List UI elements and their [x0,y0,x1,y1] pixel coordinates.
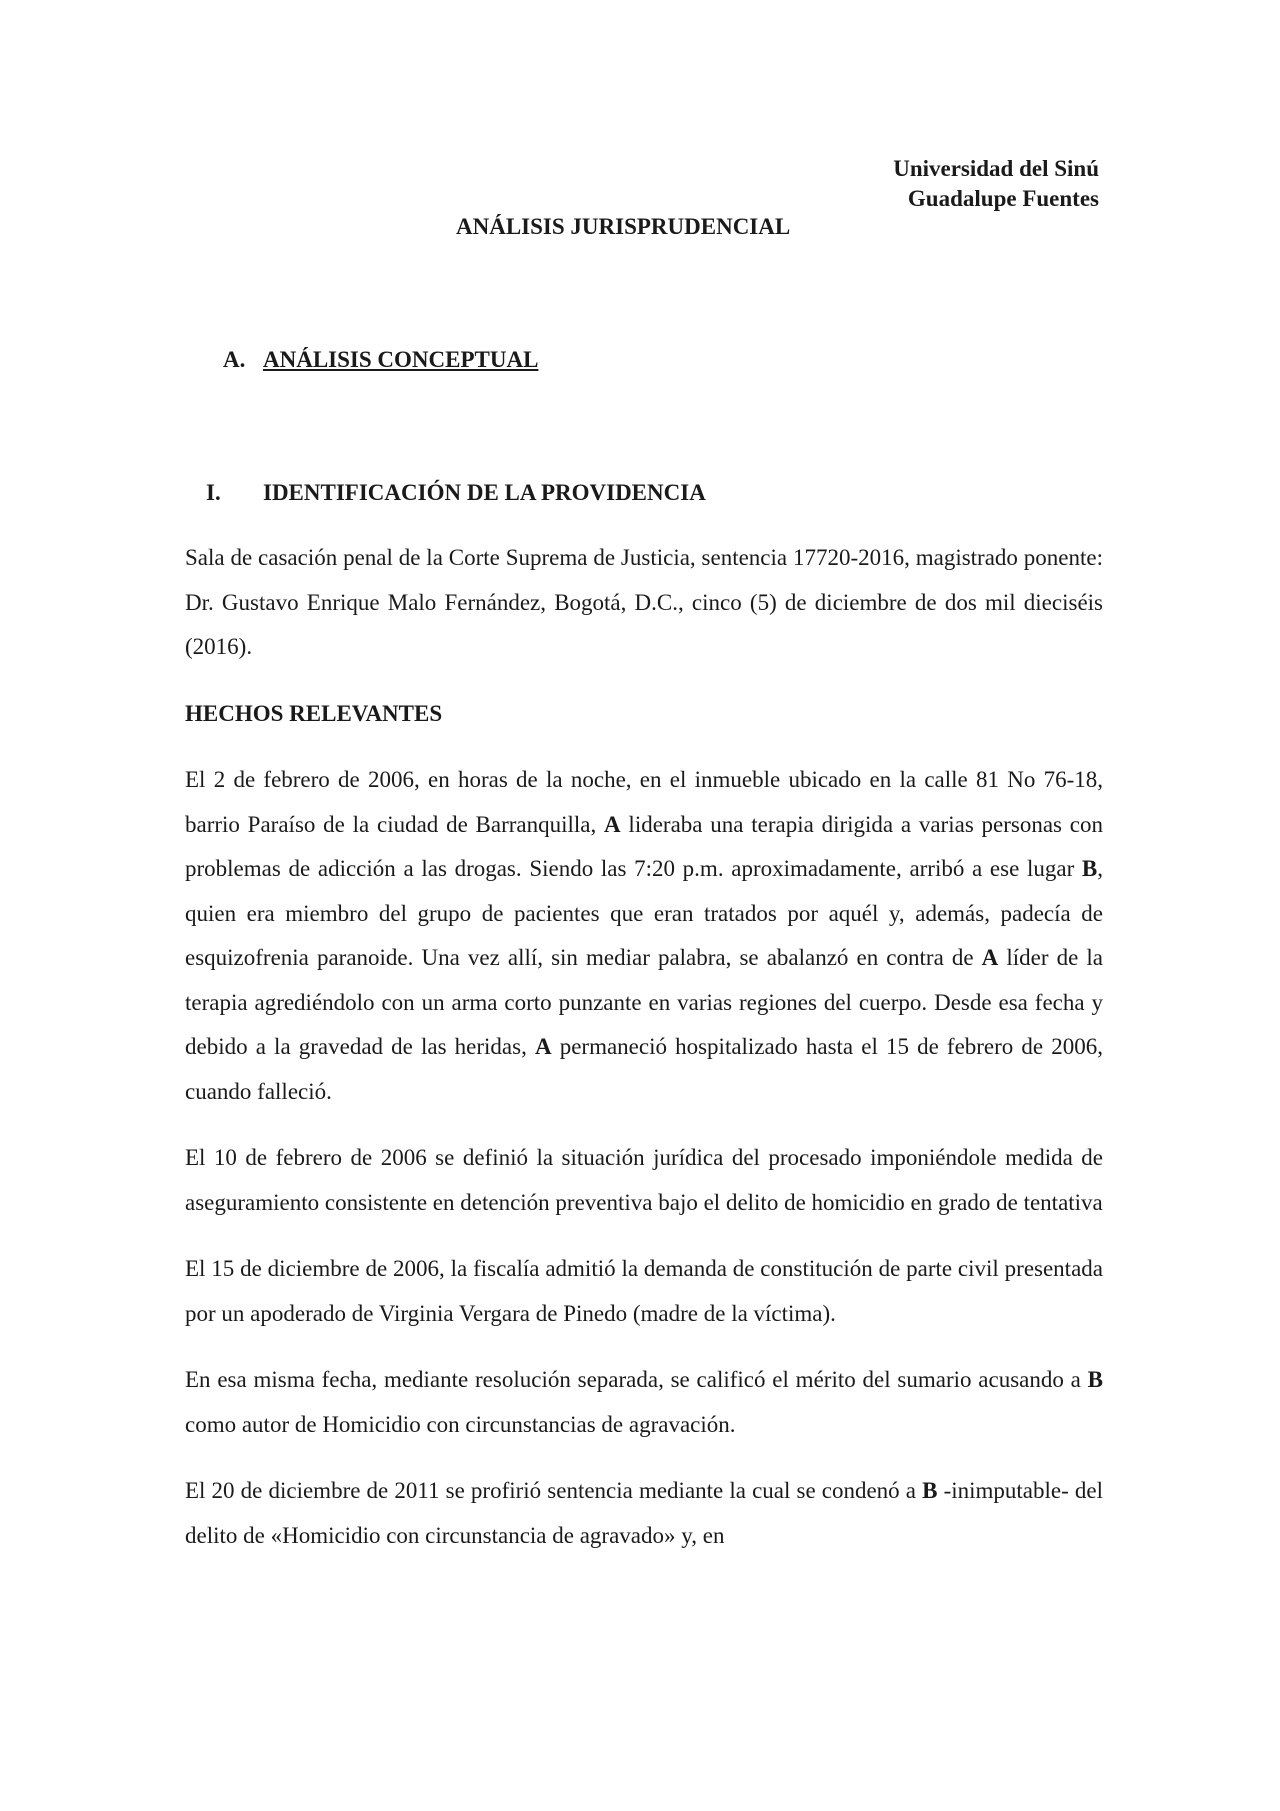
text-run: permaneció hospitalizado hasta el 15 de febrero de 2006, cuando falleció. [185,1034,1104,1104]
facts-paragraph-1 [185,758,1103,1114]
hechos-heading: HECHOS RELEVANTES [185,700,443,726]
author-name: Guadalupe Fuentes [907,186,1099,211]
section-a-label: A. [223,347,246,372]
document-body [185,536,1103,1580]
party-b-label: B [1081,856,1098,881]
text-run: lideraba una terapia dirigida a varias personas con problemas de adicción a las drogas. Siendo las 7:20 p.m. aproximadamente, arribó a ese lugar [185,811,1103,881]
section-i-heading [206,480,706,506]
section-a-title: ANÁLISIS CONCEPTUAL [263,347,539,372]
document-title: ANÁLISIS JURISPRUDENCIAL [456,214,791,239]
institution-name: Universidad del Sinú [893,156,1099,181]
party-b-label: B [922,1478,938,1503]
party-a-label: A [534,1034,552,1059]
section-a-heading [223,347,538,373]
facts-paragraph-2: El 10 de febrero de 2006 se definió la situación jurídica del procesado imponiéndole medida de aseguramiento consistente en detención preventiva bajo el delito de homicidio en grado de tentativa [185,1145,1103,1215]
text-run: -inimputable- del delito de «Homicidio con circunstancia de agravado» y, en [185,1478,1103,1548]
text-run: El 2 de febrero de 2006, en horas de la noche, en el inmueble ubicado en la calle 81 No 76-18, barrio Paraíso de la ciudad de Barranquilla, [185,767,1103,837]
facts-paragraph-5 [185,1469,1103,1558]
section-i-title: IDENTIFICACIÓN DE LA PROVIDENCIA [263,480,706,505]
identification-paragraph: Sala de casación penal de la Corte Suprema de Justicia, sentencia 17720-2016, magistrado ponente: Dr. Gustavo Enrique Malo Fernández, Bogotá, D.C., cinco (5) de diciembre de dos mil dieciséis (2016). [185,545,1103,659]
section-i-numeral: I. [206,480,221,505]
text-run: El 20 de diciembre de 2011 se profirió sentencia mediante la cual se condenó a [185,1478,923,1503]
facts-paragraph-3: El 15 de diciembre de 2006, la fiscalía admitió la demanda de constitución de parte civil presentada por un apoderado de Virginia Vergara de Pinedo (madre de la víctima). [185,1256,1103,1326]
party-a-label: A [981,945,999,970]
text-run: como autor de Homicidio con circunstancias de agravación. [185,1411,736,1437]
document-header [893,154,1099,214]
text-run: En esa misma fecha, mediante resolución separada, se calificó el mérito del sumario acusando a [185,1367,1088,1392]
facts-paragraph-4 [185,1358,1103,1447]
party-b-label: B [1087,1367,1103,1392]
text-run: líder de la terapia agrediéndolo con un arma corto punzante en varias regiones del cuerpo. Desde esa fecha y debido a la gravedad de las heridas, [185,945,1103,1059]
party-a-label: A [604,811,621,837]
text-run: , quien era miembro del grupo de pacientes que eran tratados por aquél y, además, padecía de esquizofrenia paranoide. Una vez allí, sin mediar palabra, se abalanzó en contra de [185,856,1103,970]
